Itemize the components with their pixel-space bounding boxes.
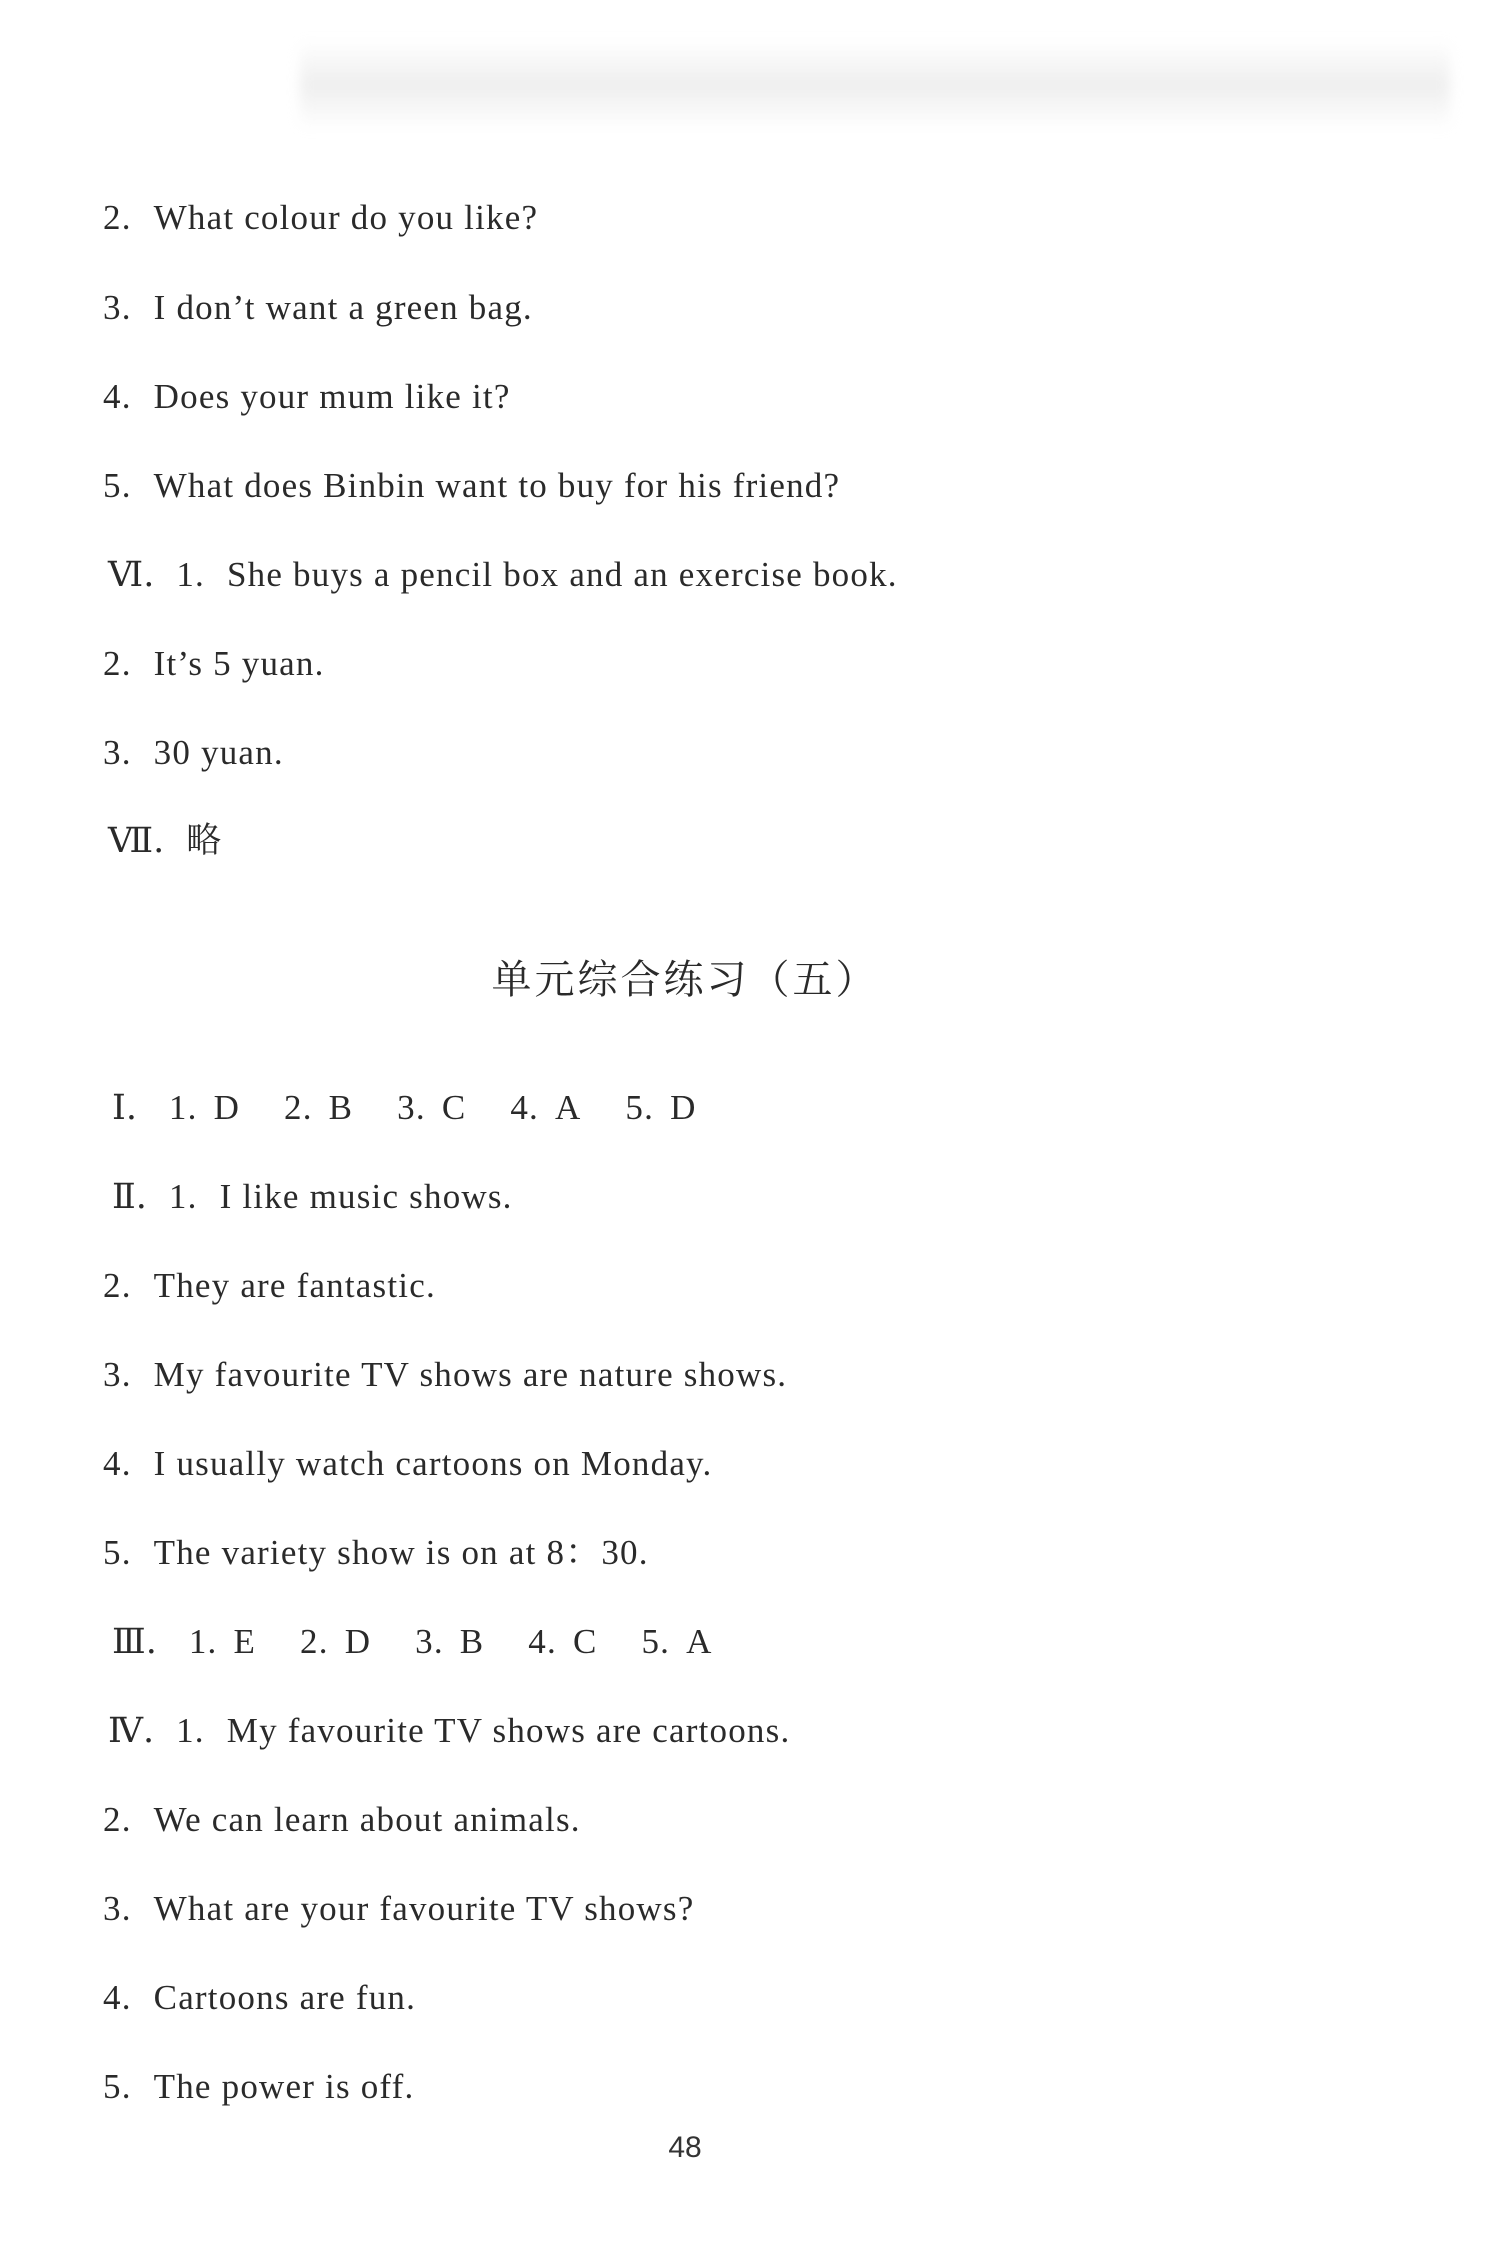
item-number: 2. xyxy=(300,1622,329,1661)
item-number: 2. xyxy=(103,1800,132,1839)
answer-line xyxy=(103,1355,787,1395)
answer-text: Does your mum like it? xyxy=(153,377,511,416)
section-i-line xyxy=(112,1088,731,1128)
answer-text: What are your favourite TV shows? xyxy=(153,1889,695,1928)
answer-text: I usually watch cartoons on Monday. xyxy=(153,1444,713,1483)
choice-answer xyxy=(415,1622,484,1662)
choice-answer xyxy=(397,1088,466,1128)
choice-letter: D xyxy=(213,1088,241,1127)
choice-letter: C xyxy=(441,1088,467,1127)
choice-answer xyxy=(300,1622,371,1662)
section-vi-line xyxy=(108,555,898,595)
answer-line xyxy=(103,1978,416,2018)
choice-answer xyxy=(528,1622,597,1662)
answer-text: My favourite TV shows are cartoons. xyxy=(226,1711,791,1750)
section-label: Ⅳ. xyxy=(108,1711,155,1751)
answer-text: I don’t want a green bag. xyxy=(153,288,533,327)
choice-letter: B xyxy=(459,1622,485,1661)
choice-letter: D xyxy=(670,1088,697,1127)
item-number: 1. xyxy=(176,1711,205,1750)
section-vii-line xyxy=(108,821,223,861)
answer-text: I like music shows. xyxy=(219,1177,513,1216)
item-number: 4. xyxy=(103,377,132,416)
section-label: Ⅲ. xyxy=(112,1622,157,1662)
section-label: Ⅶ. xyxy=(108,821,165,861)
choice-letter: B xyxy=(328,1088,354,1127)
item-number: 3. xyxy=(415,1622,444,1661)
bleed-through-shadow xyxy=(300,40,1450,130)
answer-text: 30 yuan. xyxy=(153,733,284,772)
choice-letter: C xyxy=(572,1622,598,1661)
answer-line xyxy=(103,1889,694,1929)
item-number: 2. xyxy=(103,644,132,683)
answer-text: It’s 5 yuan. xyxy=(153,644,325,683)
item-number: 1. xyxy=(168,1088,198,1127)
answer-text: She buys a pencil box and an exercise book. xyxy=(227,555,898,594)
answer-line xyxy=(103,1800,581,1840)
item-number: 5. xyxy=(103,466,132,505)
answer-line xyxy=(103,644,325,684)
answer-text: What colour do you like? xyxy=(153,198,539,237)
answer-line xyxy=(103,1266,436,1306)
item-number: 1. xyxy=(168,1177,198,1216)
choice-letter: A xyxy=(686,1622,713,1661)
section-ii-line xyxy=(112,1177,513,1217)
answer-text: What does Binbin want to buy for his friend? xyxy=(153,466,841,505)
section-label: Ⅱ. xyxy=(112,1177,147,1217)
item-number: 1. xyxy=(176,555,205,594)
choice-answer xyxy=(169,1088,240,1128)
item-number: 3. xyxy=(103,288,132,327)
item-number: 2. xyxy=(284,1088,313,1127)
item-number: 3. xyxy=(397,1088,426,1127)
item-number: 3. xyxy=(103,733,132,772)
answer-line xyxy=(103,288,533,328)
item-number: 5. xyxy=(625,1088,655,1127)
section-label: Ⅵ. xyxy=(108,555,155,595)
item-number: 5. xyxy=(103,2067,132,2106)
answer-text: Cartoons are fun. xyxy=(153,1978,417,2017)
answer-text: We can learn about animals. xyxy=(153,1800,581,1839)
answer-text: My favourite TV shows are nature shows. xyxy=(153,1355,788,1394)
choice-answer xyxy=(625,1088,696,1128)
item-number: 5. xyxy=(103,1533,132,1572)
item-number: 5. xyxy=(641,1622,671,1661)
answer-line xyxy=(103,466,840,506)
section-iii-line xyxy=(112,1622,747,1662)
answer-text: The variety show is on at 8：30. xyxy=(153,1533,649,1572)
answer-line xyxy=(103,377,511,417)
item-number: 4. xyxy=(510,1088,539,1127)
answer-line xyxy=(103,2067,414,2107)
choice-answer xyxy=(510,1088,581,1128)
answer-text: The power is off. xyxy=(153,2067,415,2106)
answer-text: They are fantastic. xyxy=(153,1266,436,1305)
choice-letter: D xyxy=(344,1622,372,1661)
unit-title: 单元综合练习（五） xyxy=(491,957,879,1003)
item-number: 3. xyxy=(103,1355,132,1394)
item-number: 4. xyxy=(103,1978,132,2017)
answer-line xyxy=(103,1533,649,1573)
item-number: 3. xyxy=(103,1889,132,1928)
answer-line xyxy=(103,733,284,773)
answer-text: 略 xyxy=(186,821,223,861)
section-iv-line xyxy=(108,1711,790,1751)
answer-line xyxy=(103,1444,712,1484)
item-number: 2. xyxy=(103,1266,132,1305)
item-number: 4. xyxy=(103,1444,132,1483)
section-label: Ⅰ. xyxy=(112,1088,137,1128)
choice-letter: E xyxy=(233,1622,257,1661)
choice-answer xyxy=(284,1088,353,1128)
item-number: 1. xyxy=(188,1622,218,1661)
answer-line xyxy=(103,198,538,238)
page-number: 48 xyxy=(668,2131,702,2164)
choice-answer xyxy=(189,1622,256,1662)
choice-letter: A xyxy=(554,1088,582,1127)
item-number: 2. xyxy=(103,198,132,237)
item-number: 4. xyxy=(528,1622,557,1661)
choice-answer xyxy=(641,1622,712,1662)
